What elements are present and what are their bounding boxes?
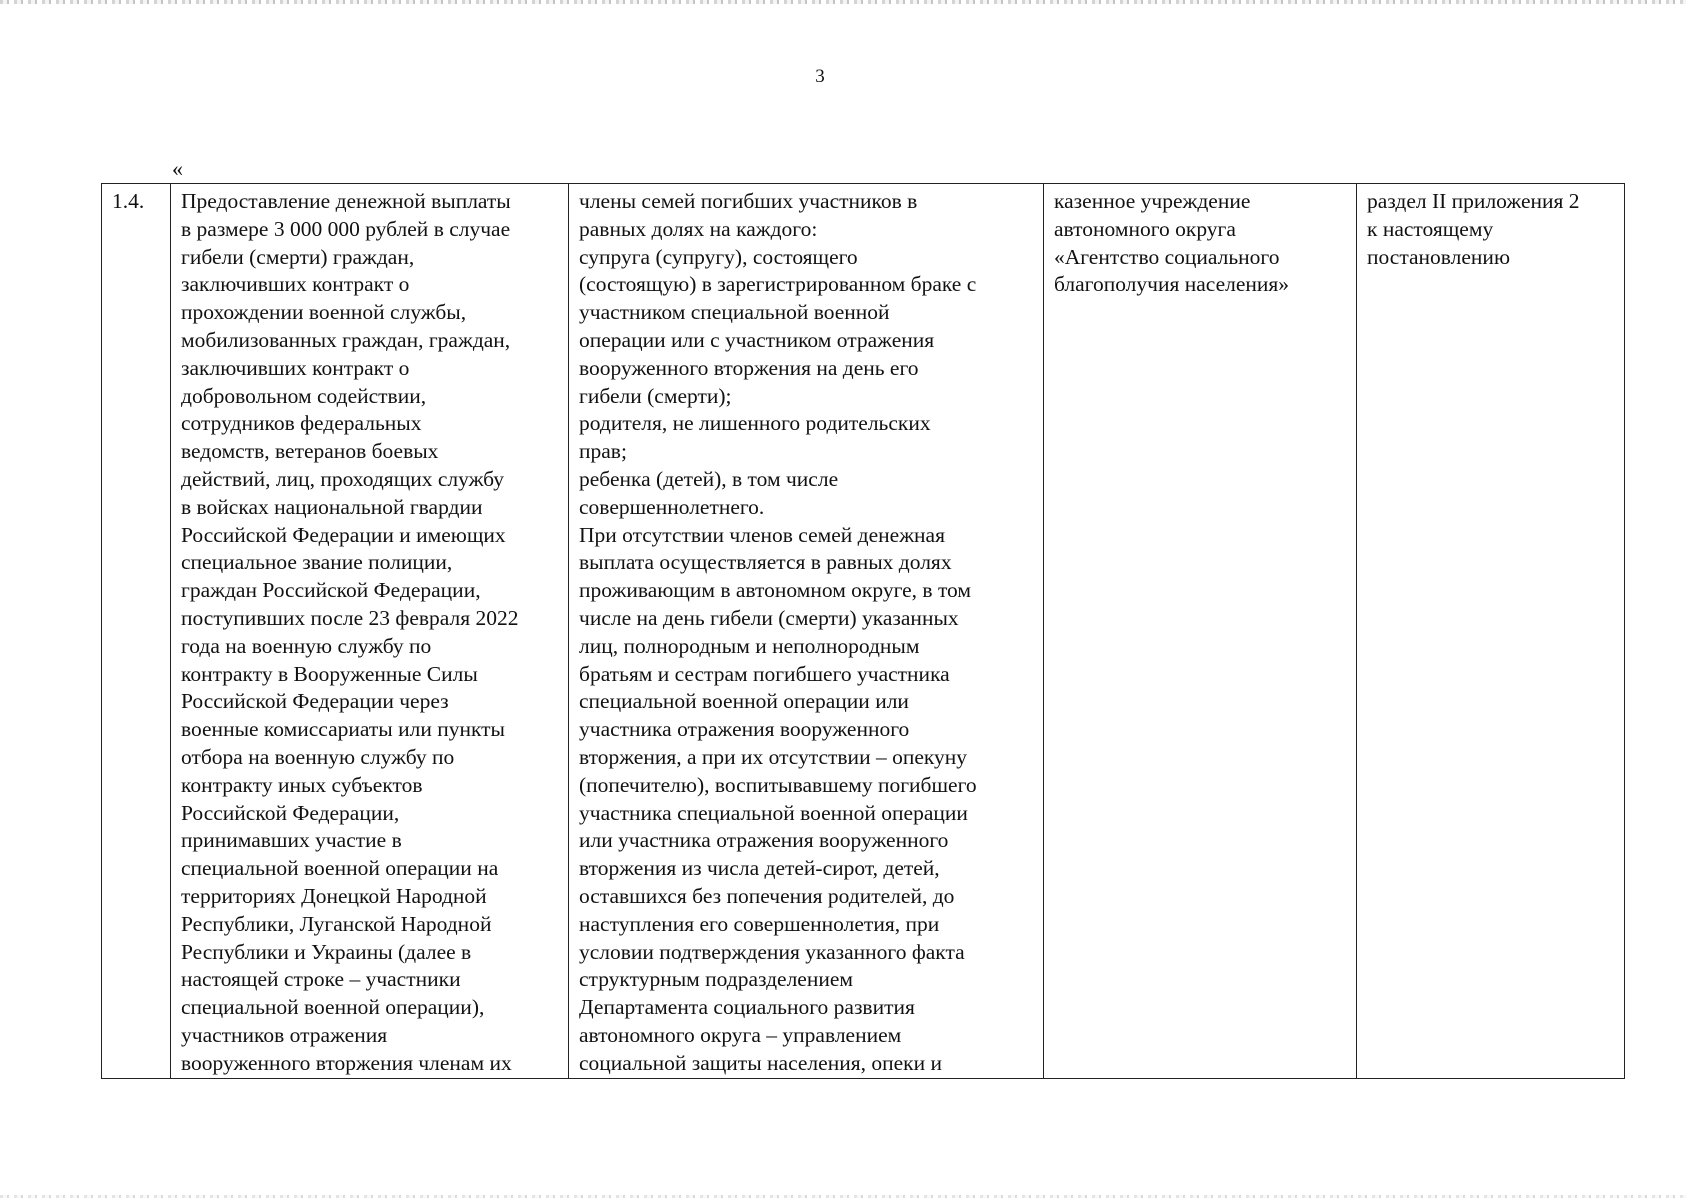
organization-line: «Агентство социального <box>1054 244 1280 269</box>
recipients-line: специальной военной операции или <box>579 689 909 714</box>
recipients-line: прав; <box>579 439 627 464</box>
scan-edge-bottom <box>0 1195 1686 1198</box>
description-line: Российской Федерации, <box>181 800 400 825</box>
recipients-line: равных долях на каждого: <box>579 216 818 241</box>
table-row <box>102 184 1625 1079</box>
recipients-line: супруга (супругу), состоящего <box>579 244 858 269</box>
recipients-line: или участника отражения вооруженного <box>579 828 949 853</box>
description-line: вооруженного вторжения членам их <box>181 1050 512 1075</box>
recipients-line: структурным подразделением <box>579 967 854 992</box>
description-line: территориях Донецкой Народной <box>181 883 487 908</box>
recipients-line: члены семей погибших участников в <box>579 189 918 213</box>
description-line: поступивших после 23 февраля 2022 <box>181 605 519 630</box>
recipients-line: ребенка (детей), в том числе <box>579 466 839 491</box>
recipients-line: гибели (смерти); <box>579 383 732 408</box>
description-line: контракту в Вооруженные Силы <box>181 661 478 686</box>
recipients-line: братьям и сестрам погибшего участника <box>579 661 950 686</box>
organization-line: благополучия населения» <box>1054 272 1290 297</box>
description-line: принимавших участие в <box>181 828 402 853</box>
description-line: специальной военной операции на <box>181 856 499 881</box>
recipients-line: совершеннолетнего. <box>579 494 765 519</box>
description-line: прохождении военной службы, <box>181 300 467 325</box>
recipients-line: вторжения из числа детей-сирот, детей, <box>579 856 940 881</box>
description-line: добровольном содействии, <box>181 383 427 408</box>
recipients-line: При отсутствии членов семей денежная <box>579 522 945 547</box>
recipients-line: Департамента социального развития <box>579 995 915 1020</box>
recipients-line: (состоящую) в зарегистрированном браке с <box>579 272 977 297</box>
recipients-cell <box>569 184 1044 1079</box>
description-line: в войсках национальной гвардии <box>181 494 483 519</box>
description-line: военные комиссариаты или пункты <box>181 717 505 742</box>
description-line: ведомств, ветеранов боевых <box>181 439 439 464</box>
recipients-line: (попечителю), воспитывавшему погибшего <box>579 772 977 797</box>
description-line: гибели (смерти) граждан, <box>181 244 415 269</box>
description-line: заключивших контракт о <box>181 272 410 297</box>
description-line: граждан Российской Федерации, <box>181 578 481 603</box>
page-number: 3 <box>815 66 825 87</box>
row-number: 1.4. <box>112 189 145 213</box>
reference-line: постановлению <box>1367 244 1511 269</box>
recipients-line: проживающим в автономном округе, в том <box>579 578 971 603</box>
description-line: заключивших контракт о <box>181 355 410 380</box>
description-line: контракту иных субъектов <box>181 772 423 797</box>
description-line: действий, лиц, проходящих службу <box>181 466 505 491</box>
measures-table <box>101 183 1625 1079</box>
row-number-cell <box>102 184 171 1079</box>
legal-reference-cell <box>1357 184 1625 1079</box>
description-line: специальной военной операции), <box>181 995 485 1020</box>
recipients-line: участника специальной военной операции <box>579 800 968 825</box>
description-line: сотрудников федеральных <box>181 411 422 436</box>
recipients-line: вторжения, а при их отсутствии – опекуну <box>579 744 968 769</box>
description-line: в размере 3 000 000 рублей в случае <box>181 216 511 241</box>
recipients-line: вооруженного вторжения на день его <box>579 355 919 380</box>
recipients-line: оставшихся без попечения родителей, до <box>579 883 955 908</box>
recipients-line: родителя, не лишенного родительских <box>579 411 931 436</box>
recipients-line: условии подтверждения указанного факта <box>579 939 965 964</box>
responsible-organization-cell <box>1044 184 1357 1079</box>
description-line: участников отражения <box>181 1022 388 1047</box>
description-line: специальное звание полиции, <box>181 550 453 575</box>
organization-line: казенное учреждение <box>1054 189 1251 213</box>
recipients-line: социальной защиты населения, опеки и <box>579 1050 942 1075</box>
description-line: Предоставление денежной выплаты <box>181 189 511 213</box>
reference-line: к настоящему <box>1367 216 1494 241</box>
recipients-line: участника отражения вооруженного <box>579 717 910 742</box>
measure-description-cell <box>171 184 569 1079</box>
description-line: года на военную службу по <box>181 633 432 658</box>
description-line: отбора на военную службу по <box>181 744 455 769</box>
description-line: Российской Федерации и имеющих <box>181 522 506 547</box>
recipients-line: выплата осуществляется в равных долях <box>579 550 952 575</box>
recipients-line: наступления его совершеннолетия, при <box>579 911 940 936</box>
recipients-line: участником специальной военной <box>579 300 890 325</box>
recipients-line: автономного округа – управлением <box>579 1022 902 1047</box>
description-line: настоящей строке – участники <box>181 967 461 992</box>
recipients-line: операции или с участником отражения <box>579 327 935 352</box>
scan-edge-top <box>0 0 1686 4</box>
opening-quote-mark: « <box>172 156 183 181</box>
description-line: Российской Федерации через <box>181 689 449 714</box>
organization-line: автономного округа <box>1054 216 1236 241</box>
recipients-line: числе на день гибели (смерти) указанных <box>579 605 959 630</box>
description-line: мобилизованных граждан, граждан, <box>181 327 511 352</box>
reference-line: раздел II приложения 2 <box>1367 189 1580 213</box>
recipients-line: лиц, полнородным и неполнородным <box>579 633 920 658</box>
description-line: Республики и Украины (далее в <box>181 939 472 964</box>
description-line: Республики, Луганской Народной <box>181 911 492 936</box>
